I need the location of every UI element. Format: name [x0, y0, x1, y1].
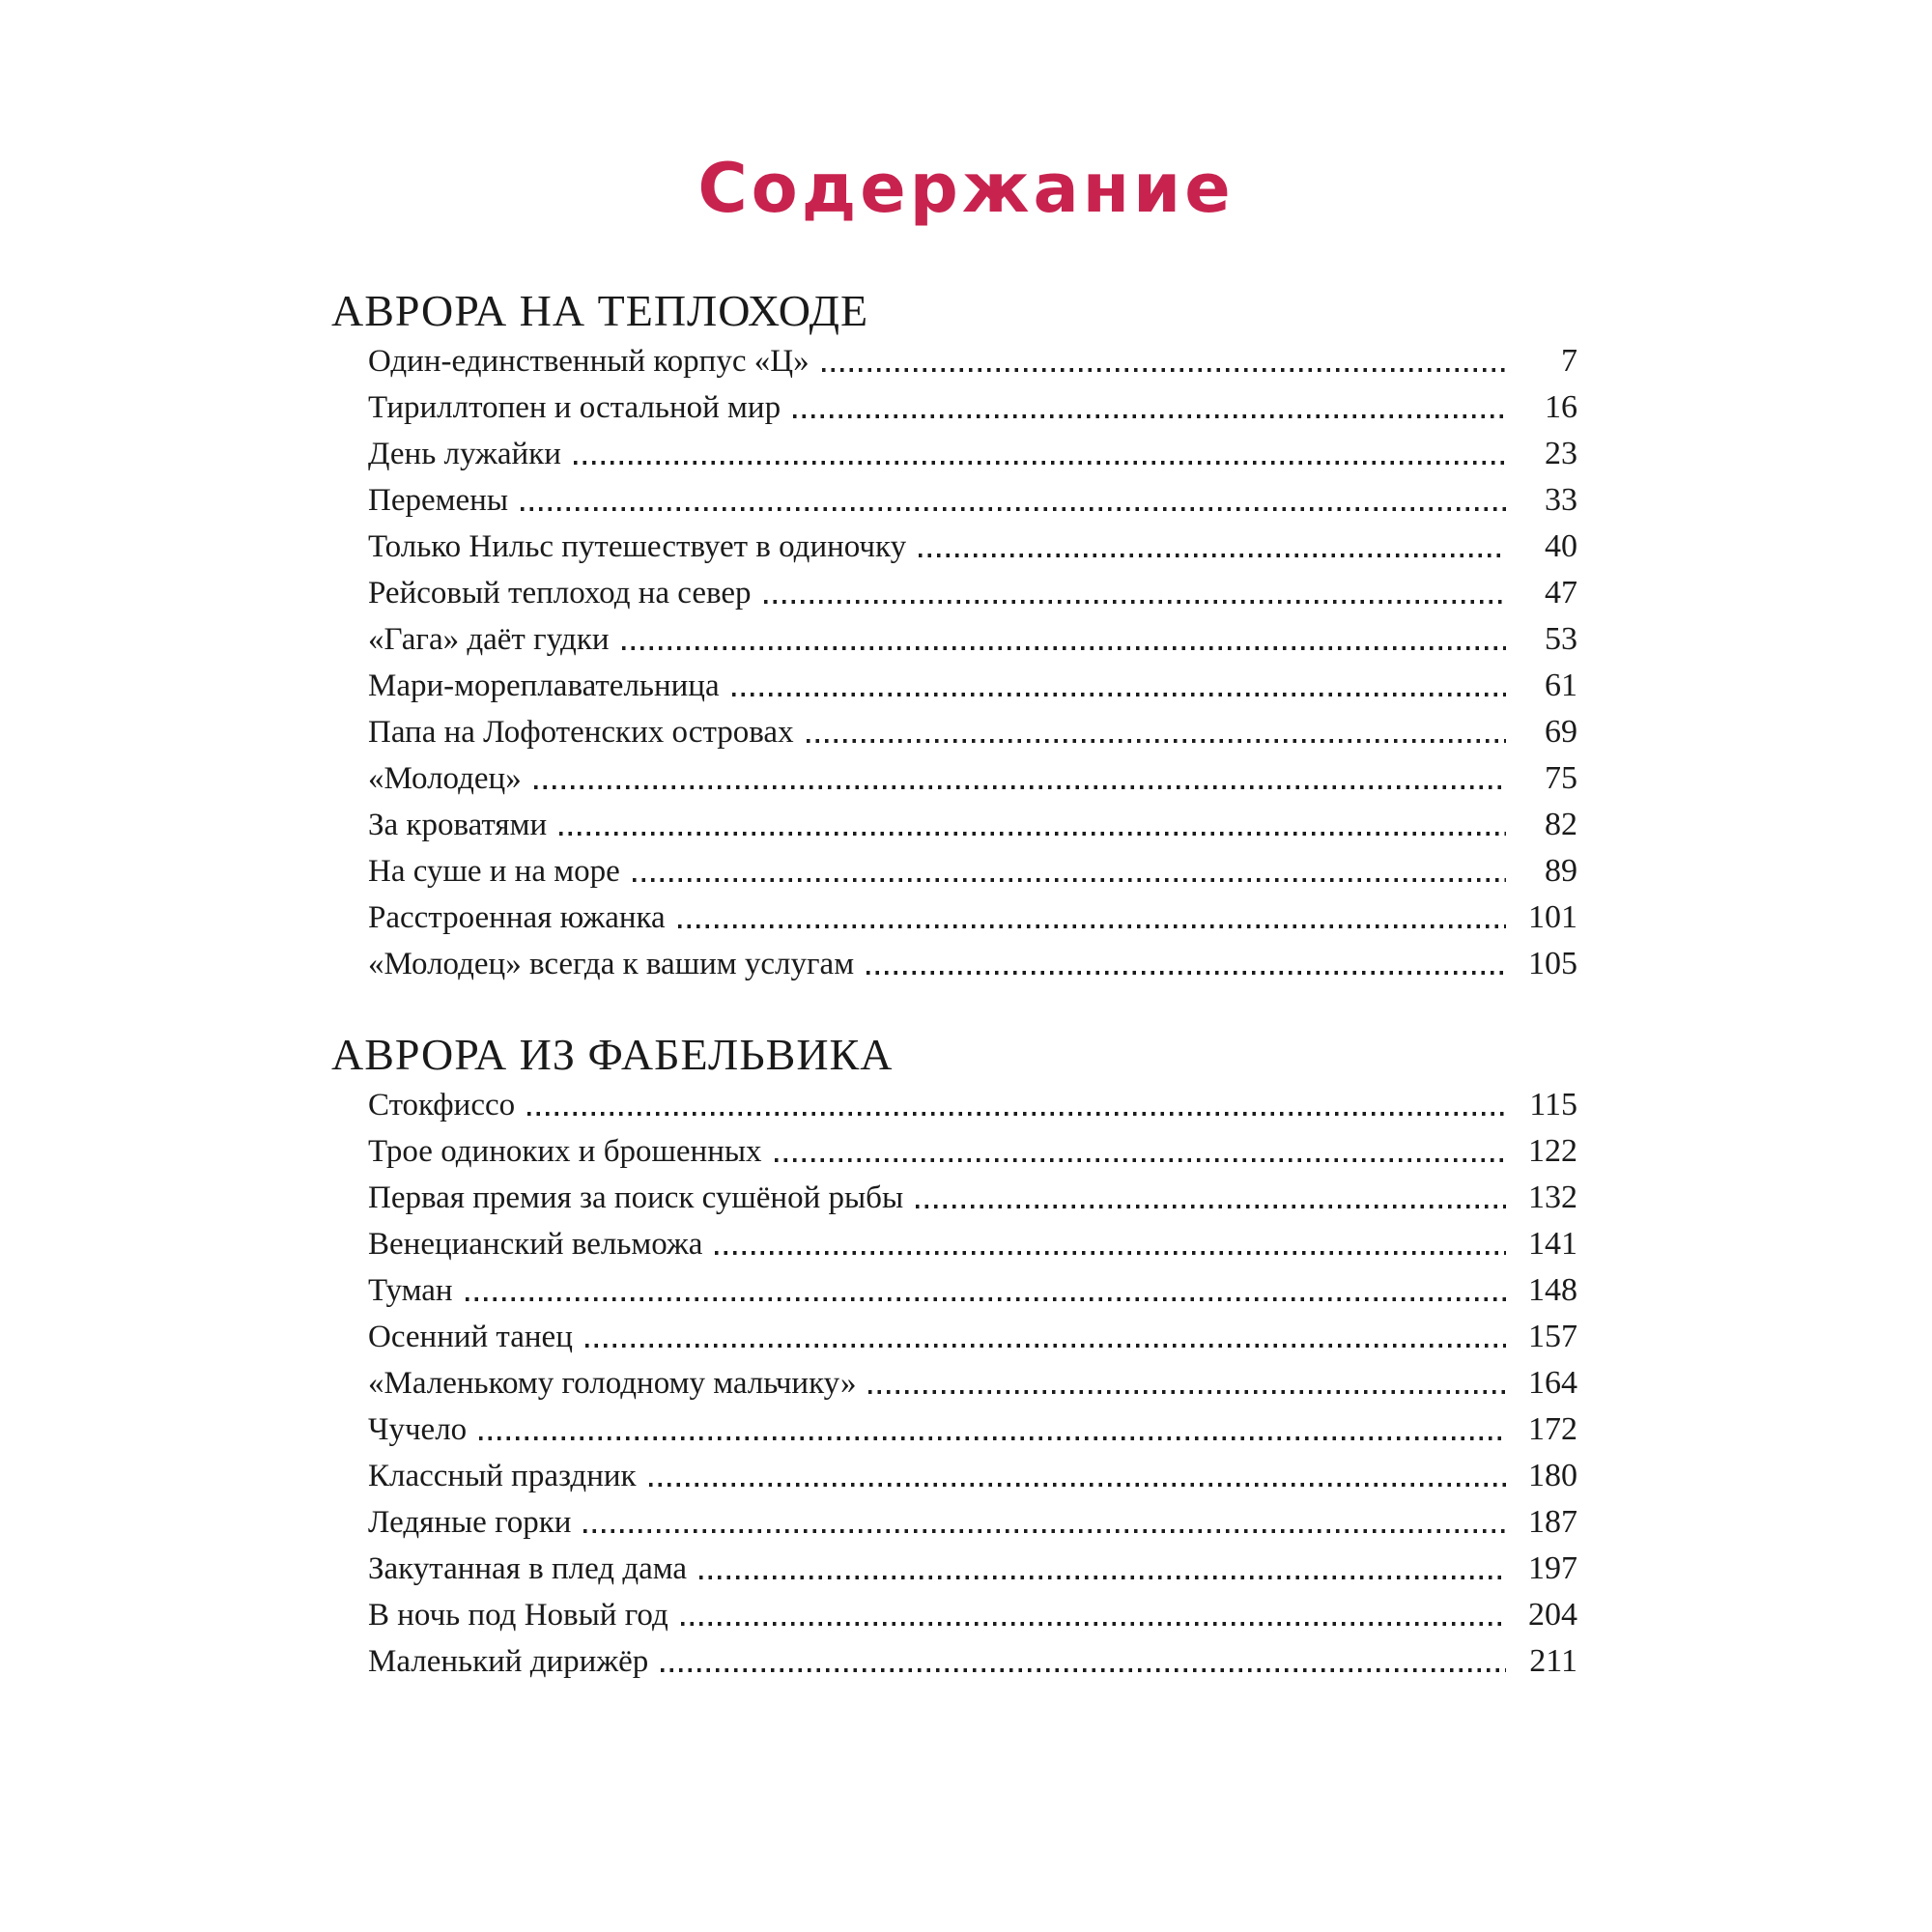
dot-leader [678, 924, 1506, 928]
dot-leader [527, 1112, 1506, 1116]
toc-entry[interactable] [331, 802, 1577, 848]
dot-leader [622, 646, 1506, 650]
entry-title: Чучело [368, 1412, 468, 1447]
toc-entry[interactable] [331, 524, 1577, 570]
entry-title: В ночь под Новый год [368, 1598, 668, 1633]
dot-leader [534, 785, 1506, 789]
toc-entry[interactable] [331, 1360, 1577, 1406]
toc-entry[interactable] [331, 1638, 1577, 1685]
entry-title: Мари-мореплавательница [368, 668, 720, 703]
dot-leader [775, 1158, 1506, 1162]
entry-title: Расстроенная южанка [368, 900, 666, 935]
dot-leader [764, 600, 1506, 604]
toc-entry[interactable] [331, 1406, 1577, 1453]
toc-entry[interactable] [331, 616, 1577, 663]
dot-leader [732, 693, 1506, 696]
toc-entry[interactable] [331, 338, 1577, 384]
dot-leader [521, 507, 1506, 511]
entry-title: На суше и на море [368, 854, 620, 889]
entry-title: День лужайки [368, 437, 561, 471]
toc-entry[interactable] [331, 431, 1577, 477]
toc-entry[interactable] [331, 570, 1577, 616]
entry-title: Осенний танец [368, 1320, 573, 1354]
dot-leader [868, 1390, 1506, 1394]
entry-page-number: 122 [1528, 1133, 1577, 1169]
toc-entry[interactable] [331, 663, 1577, 709]
toc-entry[interactable] [331, 1453, 1577, 1499]
entry-title: Тириллтопен и остальной мир [368, 390, 781, 425]
toc-entry[interactable] [331, 1314, 1577, 1360]
entry-page-number: 172 [1528, 1411, 1577, 1447]
entry-page-number: 16 [1545, 389, 1577, 425]
entry-title: «Молодец» [368, 761, 522, 796]
entry-title: Папа на Лофотенских островах [368, 715, 794, 750]
entry-page-number: 47 [1545, 575, 1577, 611]
toc-entry[interactable] [331, 1267, 1577, 1314]
section-entries [331, 338, 1577, 987]
entry-title: За кроватями [368, 808, 548, 842]
entry-title: «Гага» даёт гудки [368, 622, 610, 657]
toc-entry[interactable] [331, 384, 1577, 431]
entry-page-number: 141 [1528, 1226, 1577, 1262]
entry-page-number: 75 [1545, 760, 1577, 796]
dot-leader [822, 368, 1506, 372]
toc-entry[interactable] [331, 1082, 1577, 1128]
entry-title: Один-единственный корпус «Ц» [368, 344, 810, 379]
section-entries [331, 1082, 1577, 1685]
dot-leader [559, 832, 1506, 836]
dot-leader [807, 739, 1506, 743]
entry-page-number: 132 [1528, 1179, 1577, 1215]
entry-page-number: 197 [1528, 1550, 1577, 1586]
toc-entry[interactable] [331, 477, 1577, 524]
toc-entry[interactable] [331, 1546, 1577, 1592]
dot-leader [633, 878, 1506, 882]
toc-entry[interactable] [331, 848, 1577, 895]
entry-title: «Маленькому голодному мальчику» [368, 1366, 857, 1401]
dot-leader [699, 1576, 1506, 1579]
toc-entry[interactable] [331, 1592, 1577, 1638]
dot-leader [681, 1622, 1506, 1626]
entry-title: Закутанная в плед дама [368, 1551, 688, 1586]
entry-title: Стокфиссо [368, 1088, 516, 1122]
entry-title: Ледяные горки [368, 1505, 572, 1540]
entry-page-number: 157 [1528, 1319, 1577, 1354]
entry-page-number: 89 [1545, 853, 1577, 889]
entry-page-number: 187 [1528, 1504, 1577, 1540]
page-title: Содержание [697, 149, 1235, 228]
dot-leader [919, 554, 1506, 557]
entry-page-number: 69 [1545, 714, 1577, 750]
entry-page-number: 115 [1529, 1087, 1577, 1122]
dot-leader [466, 1297, 1506, 1301]
entry-page-number: 7 [1561, 343, 1577, 379]
section-heading: АВРОРА ИЗ ФАБЕЛЬВИКА [331, 1030, 894, 1079]
dot-leader [715, 1251, 1506, 1255]
entry-page-number: 33 [1545, 482, 1577, 518]
toc-entry[interactable] [331, 1175, 1577, 1221]
dot-leader [583, 1529, 1506, 1533]
toc-entry[interactable] [331, 755, 1577, 802]
toc-entry[interactable] [331, 1499, 1577, 1546]
entry-page-number: 148 [1528, 1272, 1577, 1308]
dot-leader [479, 1436, 1506, 1440]
toc-entry[interactable] [331, 709, 1577, 755]
entry-page-number: 105 [1528, 946, 1577, 981]
entry-page-number: 204 [1528, 1597, 1577, 1633]
entry-title: Трое одиноких и брошенных [368, 1134, 762, 1169]
toc-entry[interactable] [331, 941, 1577, 987]
toc-section [331, 286, 1577, 987]
toc-entry[interactable] [331, 895, 1577, 941]
entry-title: Туман [368, 1273, 453, 1308]
entry-title: «Молодец» всегда к вашим услугам [368, 947, 855, 981]
dot-leader [649, 1483, 1506, 1487]
entry-page-number: 61 [1545, 668, 1577, 703]
toc-list [331, 286, 1577, 1685]
entry-page-number: 101 [1528, 899, 1577, 935]
dot-leader [867, 971, 1506, 975]
toc-section [331, 1030, 1577, 1685]
entry-title: Маленький дирижёр [368, 1644, 649, 1679]
entry-title: Первая премия за поиск сушёной рыбы [368, 1180, 904, 1215]
entry-title: Рейсовый теплоход на север [368, 576, 752, 611]
dot-leader [793, 414, 1506, 418]
entry-page-number: 40 [1545, 528, 1577, 564]
entry-page-number: 164 [1528, 1365, 1577, 1401]
entry-page-number: 211 [1529, 1643, 1577, 1679]
dot-leader [585, 1344, 1506, 1348]
dot-leader [916, 1205, 1506, 1208]
entry-page-number: 180 [1528, 1458, 1577, 1493]
dot-leader [574, 461, 1506, 465]
section-heading: АВРОРА НА ТЕПЛОХОДЕ [331, 286, 869, 335]
entry-title: Только Нильс путешествует в одиночку [368, 529, 907, 564]
entry-page-number: 53 [1545, 621, 1577, 657]
entry-page-number: 82 [1545, 807, 1577, 842]
entry-page-number: 23 [1545, 436, 1577, 471]
entry-title: Венецианский вельможа [368, 1227, 703, 1262]
entry-title: Перемены [368, 483, 508, 518]
toc-entry[interactable] [331, 1221, 1577, 1267]
entry-title: Классный праздник [368, 1459, 637, 1493]
toc-entry[interactable] [331, 1128, 1577, 1175]
dot-leader [661, 1668, 1506, 1672]
